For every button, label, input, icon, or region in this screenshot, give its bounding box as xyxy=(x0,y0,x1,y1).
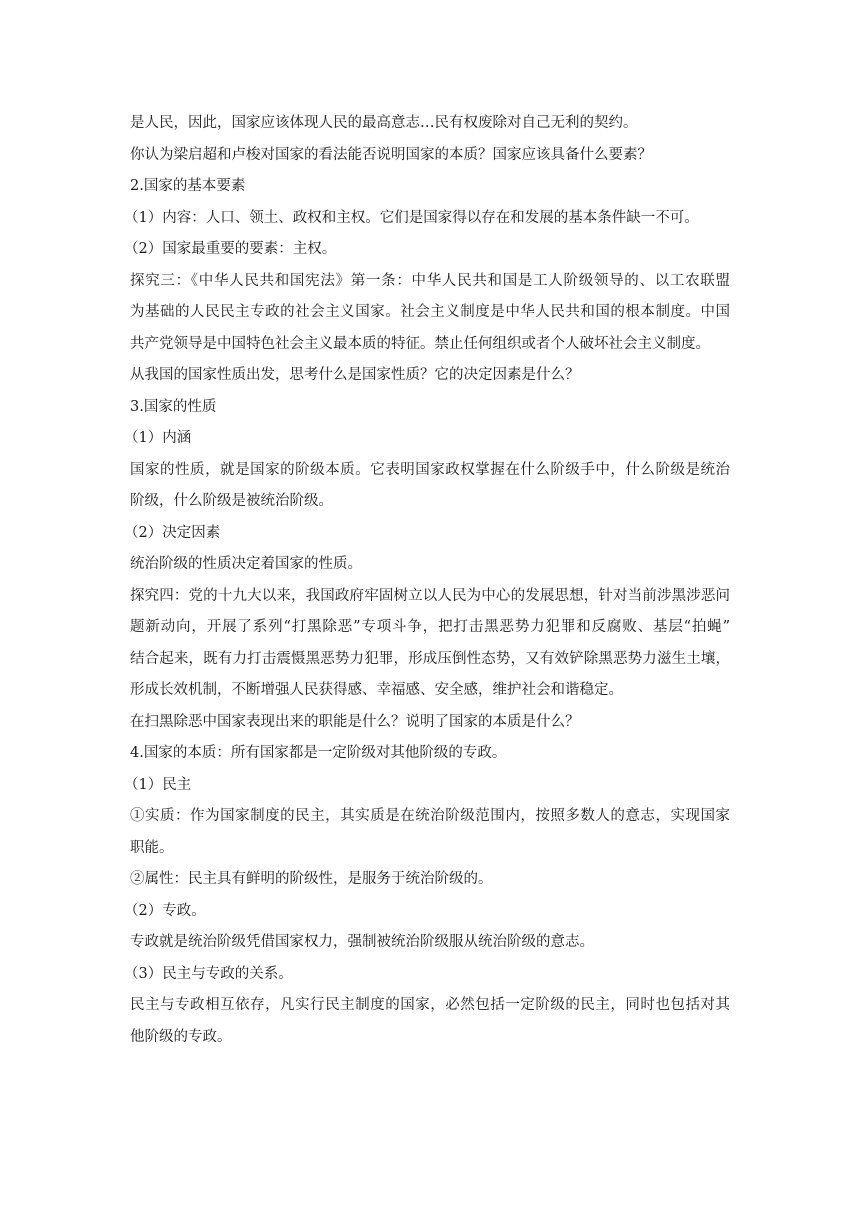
paragraph-line: ①实质：作为国家制度的民主，其实质是在统治阶级范围内，按照多数人的意志，实现国家 xyxy=(130,808,730,824)
definition-paragraph xyxy=(130,990,730,1053)
text-line: 专政就是统治阶级凭借国家权力，强制被统治阶级服从统治阶级的意志。 xyxy=(130,934,594,950)
paragraph-line: 结合起来，既有力打击震慑黑恶势力犯罪，形成压倒性态势，又有效铲除黑恶势力滋生土壤， xyxy=(130,650,730,667)
paragraph-line: 阶级，什么阶级是被统治阶级。 xyxy=(130,493,333,509)
paragraph-line: 他阶级的专政。 xyxy=(130,1028,232,1045)
text-line: ②属性：民主具有鲜明的阶级性，是服务于统治阶级的。 xyxy=(130,871,493,887)
section-heading: 3.国家的性质 xyxy=(130,398,217,415)
text-line: 统治阶级的性质决定着国家的性质。 xyxy=(130,556,362,572)
paragraph-line: 民主与专政相互依存，凡实行民主制度的国家，必然包括一定阶级的民主，同时也包括对其 xyxy=(130,997,730,1013)
inquiry-paragraph xyxy=(130,581,730,707)
text-line: 是人民，因此，国家应该体现人民的最高意志…民有权废除对自己无利的契约。 xyxy=(130,115,638,131)
paragraph-line: 为基础的人民民主专政的社会主义国家。社会主义制度是中华人民共和国的根本制度。中国 xyxy=(130,304,730,320)
section-heading: 2.国家的基本要素 xyxy=(130,178,246,194)
section-heading: 4.国家的本质：所有国家都是一定阶级对其他阶级的专政。 xyxy=(130,745,507,761)
question-line: 在扫黑除恶中国家表现出来的职能是什么？说明了国家的本质是什么？ xyxy=(130,713,580,730)
definition-paragraph xyxy=(130,801,730,864)
question-line: 从我国的国家性质出发，思考什么是国家性质？它的决定因素是什么？ xyxy=(130,367,580,383)
subsection-item: （3）民主与专政的关系。 xyxy=(124,965,293,982)
paragraph-line: 共产党领导是中国特色社会主义最本质的特征。禁止任何组织或者个人破坏社会主义制度。 xyxy=(130,335,710,352)
paragraph-line: 形成长效机制，不断增强人民获得感、幸福感、安全感，维护社会和谐稳定。 xyxy=(130,682,623,698)
subsection-item: （2）决定因素 xyxy=(124,524,221,541)
paragraph-line: 题新动向，开展了系列“打黑除恶”专项斗争，把打击黑恶势力犯罪和反腐败、基层“拍蝇” xyxy=(130,619,730,635)
document-body xyxy=(124,108,730,1053)
question-line: 你认为梁启超和卢梭对国家的看法能否说明国家的本质？国家应该具备什么要素？ xyxy=(130,146,652,163)
subsection-item: （1）内涵 xyxy=(124,430,192,446)
subsection-item: （2）专政。 xyxy=(124,902,206,919)
paragraph-line: 探究三：《中华人民共和国宪法》第一条：中华人民共和国是工人阶级领导的、以工农联盟 xyxy=(130,272,730,289)
paragraph-line: 探究四：党的十九大以来，我国政府牢固树立以人民为中心的发展思想，针对当前涉黑涉恶问 xyxy=(130,587,730,604)
subsection-item: （1）民主 xyxy=(124,776,192,793)
paragraph-line: 职能。 xyxy=(130,839,174,856)
paragraph-line: 国家的性质，就是国家的阶级本质。它表明国家政权掌握在什么阶级手中，什么阶级是统治 xyxy=(130,461,730,478)
definition-paragraph xyxy=(130,455,730,518)
subsection-item: （2）国家最重要的要素：主权。 xyxy=(124,241,337,257)
subsection-item: （1）内容：人口、领土、政权和主权。它们是国家得以存在和发展的基本条件缺一不可。 xyxy=(124,209,699,226)
inquiry-paragraph xyxy=(130,266,730,361)
